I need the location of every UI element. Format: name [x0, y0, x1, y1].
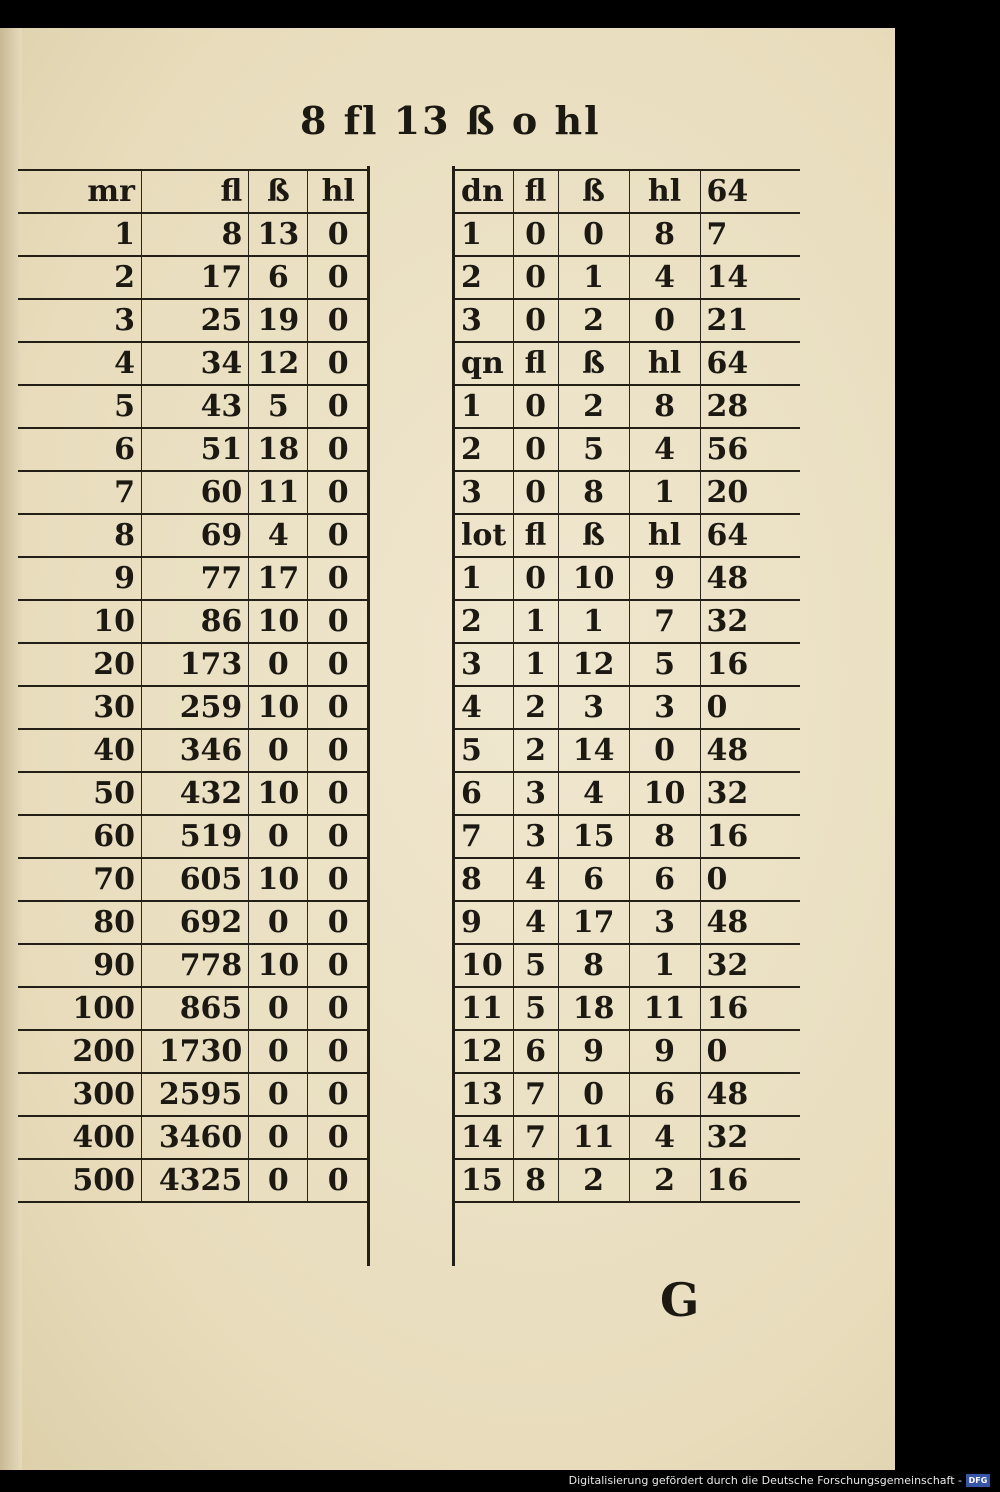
- table-cell: 9: [558, 1030, 629, 1073]
- table-row: [18, 1116, 368, 1159]
- table-cell: 3: [629, 901, 700, 944]
- table-row: [18, 987, 368, 1030]
- table-cell: 14: [455, 1116, 513, 1159]
- table-cell: 4: [249, 514, 308, 557]
- table-cell: 0: [513, 428, 558, 471]
- dfg-logo: DFG: [966, 1474, 990, 1487]
- table-cell: 7: [700, 213, 800, 256]
- table-cell: ß: [558, 514, 629, 557]
- table-row: [455, 170, 800, 213]
- table-cell: 48: [700, 557, 800, 600]
- table-row: [455, 1159, 800, 1202]
- table-cell: 1730: [141, 1030, 248, 1073]
- table-row: [455, 686, 800, 729]
- table-cell: 4: [513, 858, 558, 901]
- table-cell: 14: [700, 256, 800, 299]
- table-cell: 2: [513, 729, 558, 772]
- table-cell: 0: [249, 1159, 308, 1202]
- table-cell: 20: [18, 643, 141, 686]
- table-cell: 1: [455, 385, 513, 428]
- table-cell: 2: [18, 256, 141, 299]
- table-cell: 0: [308, 815, 368, 858]
- table-cell: 51: [141, 428, 248, 471]
- table-cell: 19: [249, 299, 308, 342]
- table-row: [18, 686, 368, 729]
- table-cell: 34: [141, 342, 248, 385]
- table-cell: 0: [249, 901, 308, 944]
- table-row: [455, 299, 800, 342]
- table-cell: 1: [455, 557, 513, 600]
- table-cell: 0: [308, 428, 368, 471]
- table-cell: 0: [513, 557, 558, 600]
- table-cell: 10: [249, 858, 308, 901]
- table-cell: 8: [513, 1159, 558, 1202]
- table-cell: 64: [700, 170, 800, 213]
- table-cell: 400: [18, 1116, 141, 1159]
- table-cell: fl: [513, 514, 558, 557]
- table-cell: 1: [513, 643, 558, 686]
- table-cell: 0: [308, 1073, 368, 1116]
- table-cell: 9: [18, 557, 141, 600]
- table-cell: 173: [141, 643, 248, 686]
- table-cell: 30: [18, 686, 141, 729]
- table-cell: 10: [249, 686, 308, 729]
- table-cell: 0: [700, 1030, 800, 1073]
- table-cell: 6: [629, 1073, 700, 1116]
- table-cell: 0: [308, 944, 368, 987]
- table-cell: 18: [249, 428, 308, 471]
- table-cell: 2: [455, 256, 513, 299]
- table-cell: fl: [513, 342, 558, 385]
- table-cell: 5: [558, 428, 629, 471]
- table-cell: 90: [18, 944, 141, 987]
- table-cell: 40: [18, 729, 141, 772]
- table-cell: 605: [141, 858, 248, 901]
- table-row: [455, 1030, 800, 1073]
- column-header: fl: [141, 170, 248, 213]
- table-cell: 56: [700, 428, 800, 471]
- left-table-rule: [367, 166, 370, 1266]
- table-row: [455, 944, 800, 987]
- table-cell: 10: [629, 772, 700, 815]
- table-cell: 2: [558, 1159, 629, 1202]
- table-cell: 1: [18, 213, 141, 256]
- table-cell: 0: [308, 901, 368, 944]
- table-row: [18, 729, 368, 772]
- table-cell: 8: [141, 213, 248, 256]
- table-cell: 300: [18, 1073, 141, 1116]
- table-cell: 1: [513, 600, 558, 643]
- table-cell: 3: [513, 815, 558, 858]
- table-cell: 7: [455, 815, 513, 858]
- table-row: [18, 1030, 368, 1073]
- left-conversion-table: [18, 169, 368, 1203]
- table-row: [18, 1073, 368, 1116]
- table-row: [455, 428, 800, 471]
- table-row: [455, 256, 800, 299]
- table-cell: 8: [18, 514, 141, 557]
- table-cell: 0: [700, 858, 800, 901]
- table-cell: 9: [455, 901, 513, 944]
- table-cell: 1: [629, 944, 700, 987]
- table-cell: 0: [308, 299, 368, 342]
- table-cell: 20: [700, 471, 800, 514]
- table-cell: 21: [700, 299, 800, 342]
- table-cell: 3: [513, 772, 558, 815]
- table-cell: 77: [141, 557, 248, 600]
- table-cell: 0: [308, 987, 368, 1030]
- table-cell: 7: [18, 471, 141, 514]
- table-cell: 7: [629, 600, 700, 643]
- table-cell: 6: [455, 772, 513, 815]
- table-cell: 0: [249, 815, 308, 858]
- table-row: [455, 514, 800, 557]
- table-row: [18, 772, 368, 815]
- table-cell: 4: [629, 1116, 700, 1159]
- table-row: [18, 557, 368, 600]
- table-row: [455, 1116, 800, 1159]
- table-cell: 17: [249, 557, 308, 600]
- table-cell: 0: [629, 729, 700, 772]
- table-cell: 5: [455, 729, 513, 772]
- table-row: [455, 600, 800, 643]
- table-cell: 48: [700, 901, 800, 944]
- table-cell: 32: [700, 772, 800, 815]
- table-row: [455, 815, 800, 858]
- table-cell: 80: [18, 901, 141, 944]
- table-cell: 6: [18, 428, 141, 471]
- table-cell: 4: [18, 342, 141, 385]
- table-cell: 5: [18, 385, 141, 428]
- table-cell: 3: [455, 643, 513, 686]
- table-cell: 48: [700, 1073, 800, 1116]
- table-cell: 0: [513, 299, 558, 342]
- table-cell: 10: [558, 557, 629, 600]
- table-cell: 17: [141, 256, 248, 299]
- table-cell: 8: [629, 385, 700, 428]
- table-cell: 0: [308, 858, 368, 901]
- table-cell: 10: [249, 772, 308, 815]
- table-cell: 12: [249, 342, 308, 385]
- table-cell: 11: [629, 987, 700, 1030]
- table-cell: 0: [249, 1073, 308, 1116]
- table-cell: 5: [513, 944, 558, 987]
- table-cell: ß: [558, 170, 629, 213]
- table-cell: 60: [18, 815, 141, 858]
- table-cell: 11: [558, 1116, 629, 1159]
- table-cell: 5: [513, 987, 558, 1030]
- table-cell: 519: [141, 815, 248, 858]
- table-cell: 500: [18, 1159, 141, 1202]
- table-cell: 16: [700, 1159, 800, 1202]
- table-cell: 2: [513, 686, 558, 729]
- table-cell: 0: [308, 514, 368, 557]
- table-cell: 0: [249, 987, 308, 1030]
- table-cell: 0: [513, 256, 558, 299]
- table-cell: 432: [141, 772, 248, 815]
- table-cell: 70: [18, 858, 141, 901]
- table-cell: 0: [308, 1116, 368, 1159]
- table-cell: 0: [308, 643, 368, 686]
- table-row: [455, 643, 800, 686]
- table-cell: 10: [249, 944, 308, 987]
- table-cell: 32: [700, 944, 800, 987]
- table-cell: 86: [141, 600, 248, 643]
- table-header-row: [18, 170, 368, 213]
- table-row: [18, 1159, 368, 1202]
- column-header: mr: [18, 170, 141, 213]
- table-cell: 17: [558, 901, 629, 944]
- column-header: ß: [249, 170, 308, 213]
- table-cell: 2: [455, 600, 513, 643]
- table-cell: 10: [18, 600, 141, 643]
- table-row: [18, 213, 368, 256]
- table-cell: fl: [513, 170, 558, 213]
- table-cell: 25: [141, 299, 248, 342]
- table-cell: 32: [700, 600, 800, 643]
- table-cell: 0: [308, 1030, 368, 1073]
- table-cell: 0: [308, 772, 368, 815]
- table-cell: 0: [629, 299, 700, 342]
- table-cell: 0: [308, 1159, 368, 1202]
- table-cell: 6: [249, 256, 308, 299]
- table-row: [455, 213, 800, 256]
- table-cell: 43: [141, 385, 248, 428]
- table-row: [455, 342, 800, 385]
- table-cell: 16: [700, 815, 800, 858]
- table-cell: 2: [629, 1159, 700, 1202]
- table-row: [455, 471, 800, 514]
- table-cell: lot: [455, 514, 513, 557]
- table-cell: 60: [141, 471, 248, 514]
- table-cell: 18: [558, 987, 629, 1030]
- table-row: [18, 256, 368, 299]
- table-cell: 200: [18, 1030, 141, 1073]
- table-cell: 259: [141, 686, 248, 729]
- table-cell: 0: [558, 1073, 629, 1116]
- table-cell: 3: [455, 471, 513, 514]
- table-cell: 6: [629, 858, 700, 901]
- table-cell: 2: [455, 428, 513, 471]
- table-cell: 3: [558, 686, 629, 729]
- table-cell: 0: [308, 342, 368, 385]
- table-cell: 6: [558, 858, 629, 901]
- table-cell: 10: [249, 600, 308, 643]
- table-cell: 4325: [141, 1159, 248, 1202]
- table-cell: 0: [249, 729, 308, 772]
- table-cell: 12: [558, 643, 629, 686]
- table-row: [18, 944, 368, 987]
- table-cell: 0: [308, 256, 368, 299]
- table-cell: 0: [513, 471, 558, 514]
- table-cell: dn: [455, 170, 513, 213]
- table-cell: 64: [700, 342, 800, 385]
- table-cell: 100: [18, 987, 141, 1030]
- table-cell: 10: [455, 944, 513, 987]
- table-cell: 0: [249, 1030, 308, 1073]
- table-cell: 9: [629, 1030, 700, 1073]
- table-cell: 692: [141, 901, 248, 944]
- table-cell: 8: [629, 213, 700, 256]
- table-cell: qn: [455, 342, 513, 385]
- table-cell: 8: [455, 858, 513, 901]
- table-cell: 6: [513, 1030, 558, 1073]
- table-cell: 16: [700, 987, 800, 1030]
- table-row: [18, 428, 368, 471]
- table-row: [455, 557, 800, 600]
- table-cell: 50: [18, 772, 141, 815]
- table-cell: 4: [558, 772, 629, 815]
- table-cell: 2: [558, 299, 629, 342]
- table-row: [18, 385, 368, 428]
- table-row: [455, 772, 800, 815]
- table-cell: 32: [700, 1116, 800, 1159]
- table-row: [455, 1073, 800, 1116]
- table-cell: 48: [700, 729, 800, 772]
- table-cell: 8: [629, 815, 700, 858]
- table-cell: 0: [308, 385, 368, 428]
- table-cell: 4: [455, 686, 513, 729]
- table-cell: 0: [513, 213, 558, 256]
- table-cell: 64: [700, 514, 800, 557]
- table-row: [18, 299, 368, 342]
- footer-credit: Digitalisierung gefördert durch die Deutsche Forschungsgemeinschaft -: [568, 1474, 962, 1487]
- table-cell: 0: [308, 686, 368, 729]
- table-row: [18, 901, 368, 944]
- book-page: [0, 28, 895, 1470]
- table-cell: 0: [308, 600, 368, 643]
- table-cell: 1: [629, 471, 700, 514]
- table-cell: 4: [629, 256, 700, 299]
- table-row: [18, 643, 368, 686]
- table-cell: 0: [249, 1116, 308, 1159]
- table-cell: 69: [141, 514, 248, 557]
- table-cell: hl: [629, 170, 700, 213]
- table-cell: 7: [513, 1116, 558, 1159]
- table-cell: 0: [513, 385, 558, 428]
- table-cell: 11: [249, 471, 308, 514]
- table-cell: 15: [558, 815, 629, 858]
- table-cell: hl: [629, 514, 700, 557]
- table-cell: 5: [249, 385, 308, 428]
- table-cell: 11: [455, 987, 513, 1030]
- table-cell: 3: [455, 299, 513, 342]
- table-row: [455, 987, 800, 1030]
- table-cell: 13: [455, 1073, 513, 1116]
- table-cell: 1: [455, 213, 513, 256]
- table-cell: 2: [558, 385, 629, 428]
- table-cell: hl: [629, 342, 700, 385]
- table-cell: 0: [700, 686, 800, 729]
- table-cell: 15: [455, 1159, 513, 1202]
- right-conversion-table: [455, 169, 800, 1203]
- table-cell: 14: [558, 729, 629, 772]
- table-cell: 8: [558, 944, 629, 987]
- column-header: hl: [308, 170, 368, 213]
- table-cell: 9: [629, 557, 700, 600]
- table-cell: 4: [629, 428, 700, 471]
- table-cell: 12: [455, 1030, 513, 1073]
- table-cell: 28: [700, 385, 800, 428]
- table-row: [18, 514, 368, 557]
- catchword: G: [660, 1273, 700, 1327]
- table-cell: 0: [558, 213, 629, 256]
- page-title: 8 fl 13 ß o hl: [300, 98, 601, 143]
- table-row: [18, 471, 368, 514]
- table-cell: ß: [558, 342, 629, 385]
- table-cell: 0: [308, 471, 368, 514]
- table-cell: 3: [18, 299, 141, 342]
- table-cell: 0: [249, 643, 308, 686]
- table-cell: 0: [308, 213, 368, 256]
- table-cell: 4: [513, 901, 558, 944]
- table-cell: 16: [700, 643, 800, 686]
- table-cell: 8: [558, 471, 629, 514]
- table-cell: 0: [308, 729, 368, 772]
- table-cell: 1: [558, 600, 629, 643]
- table-cell: 5: [629, 643, 700, 686]
- table-cell: 865: [141, 987, 248, 1030]
- table-row: [18, 600, 368, 643]
- table-cell: 7: [513, 1073, 558, 1116]
- table-cell: 13: [249, 213, 308, 256]
- table-cell: 0: [308, 557, 368, 600]
- table-row: [455, 385, 800, 428]
- table-cell: 2595: [141, 1073, 248, 1116]
- table-row: [18, 342, 368, 385]
- table-row: [18, 815, 368, 858]
- table-cell: 3: [629, 686, 700, 729]
- table-cell: 346: [141, 729, 248, 772]
- table-cell: 3460: [141, 1116, 248, 1159]
- table-cell: 1: [558, 256, 629, 299]
- table-cell: 778: [141, 944, 248, 987]
- table-row: [455, 901, 800, 944]
- table-row: [455, 858, 800, 901]
- table-row: [18, 858, 368, 901]
- table-row: [455, 729, 800, 772]
